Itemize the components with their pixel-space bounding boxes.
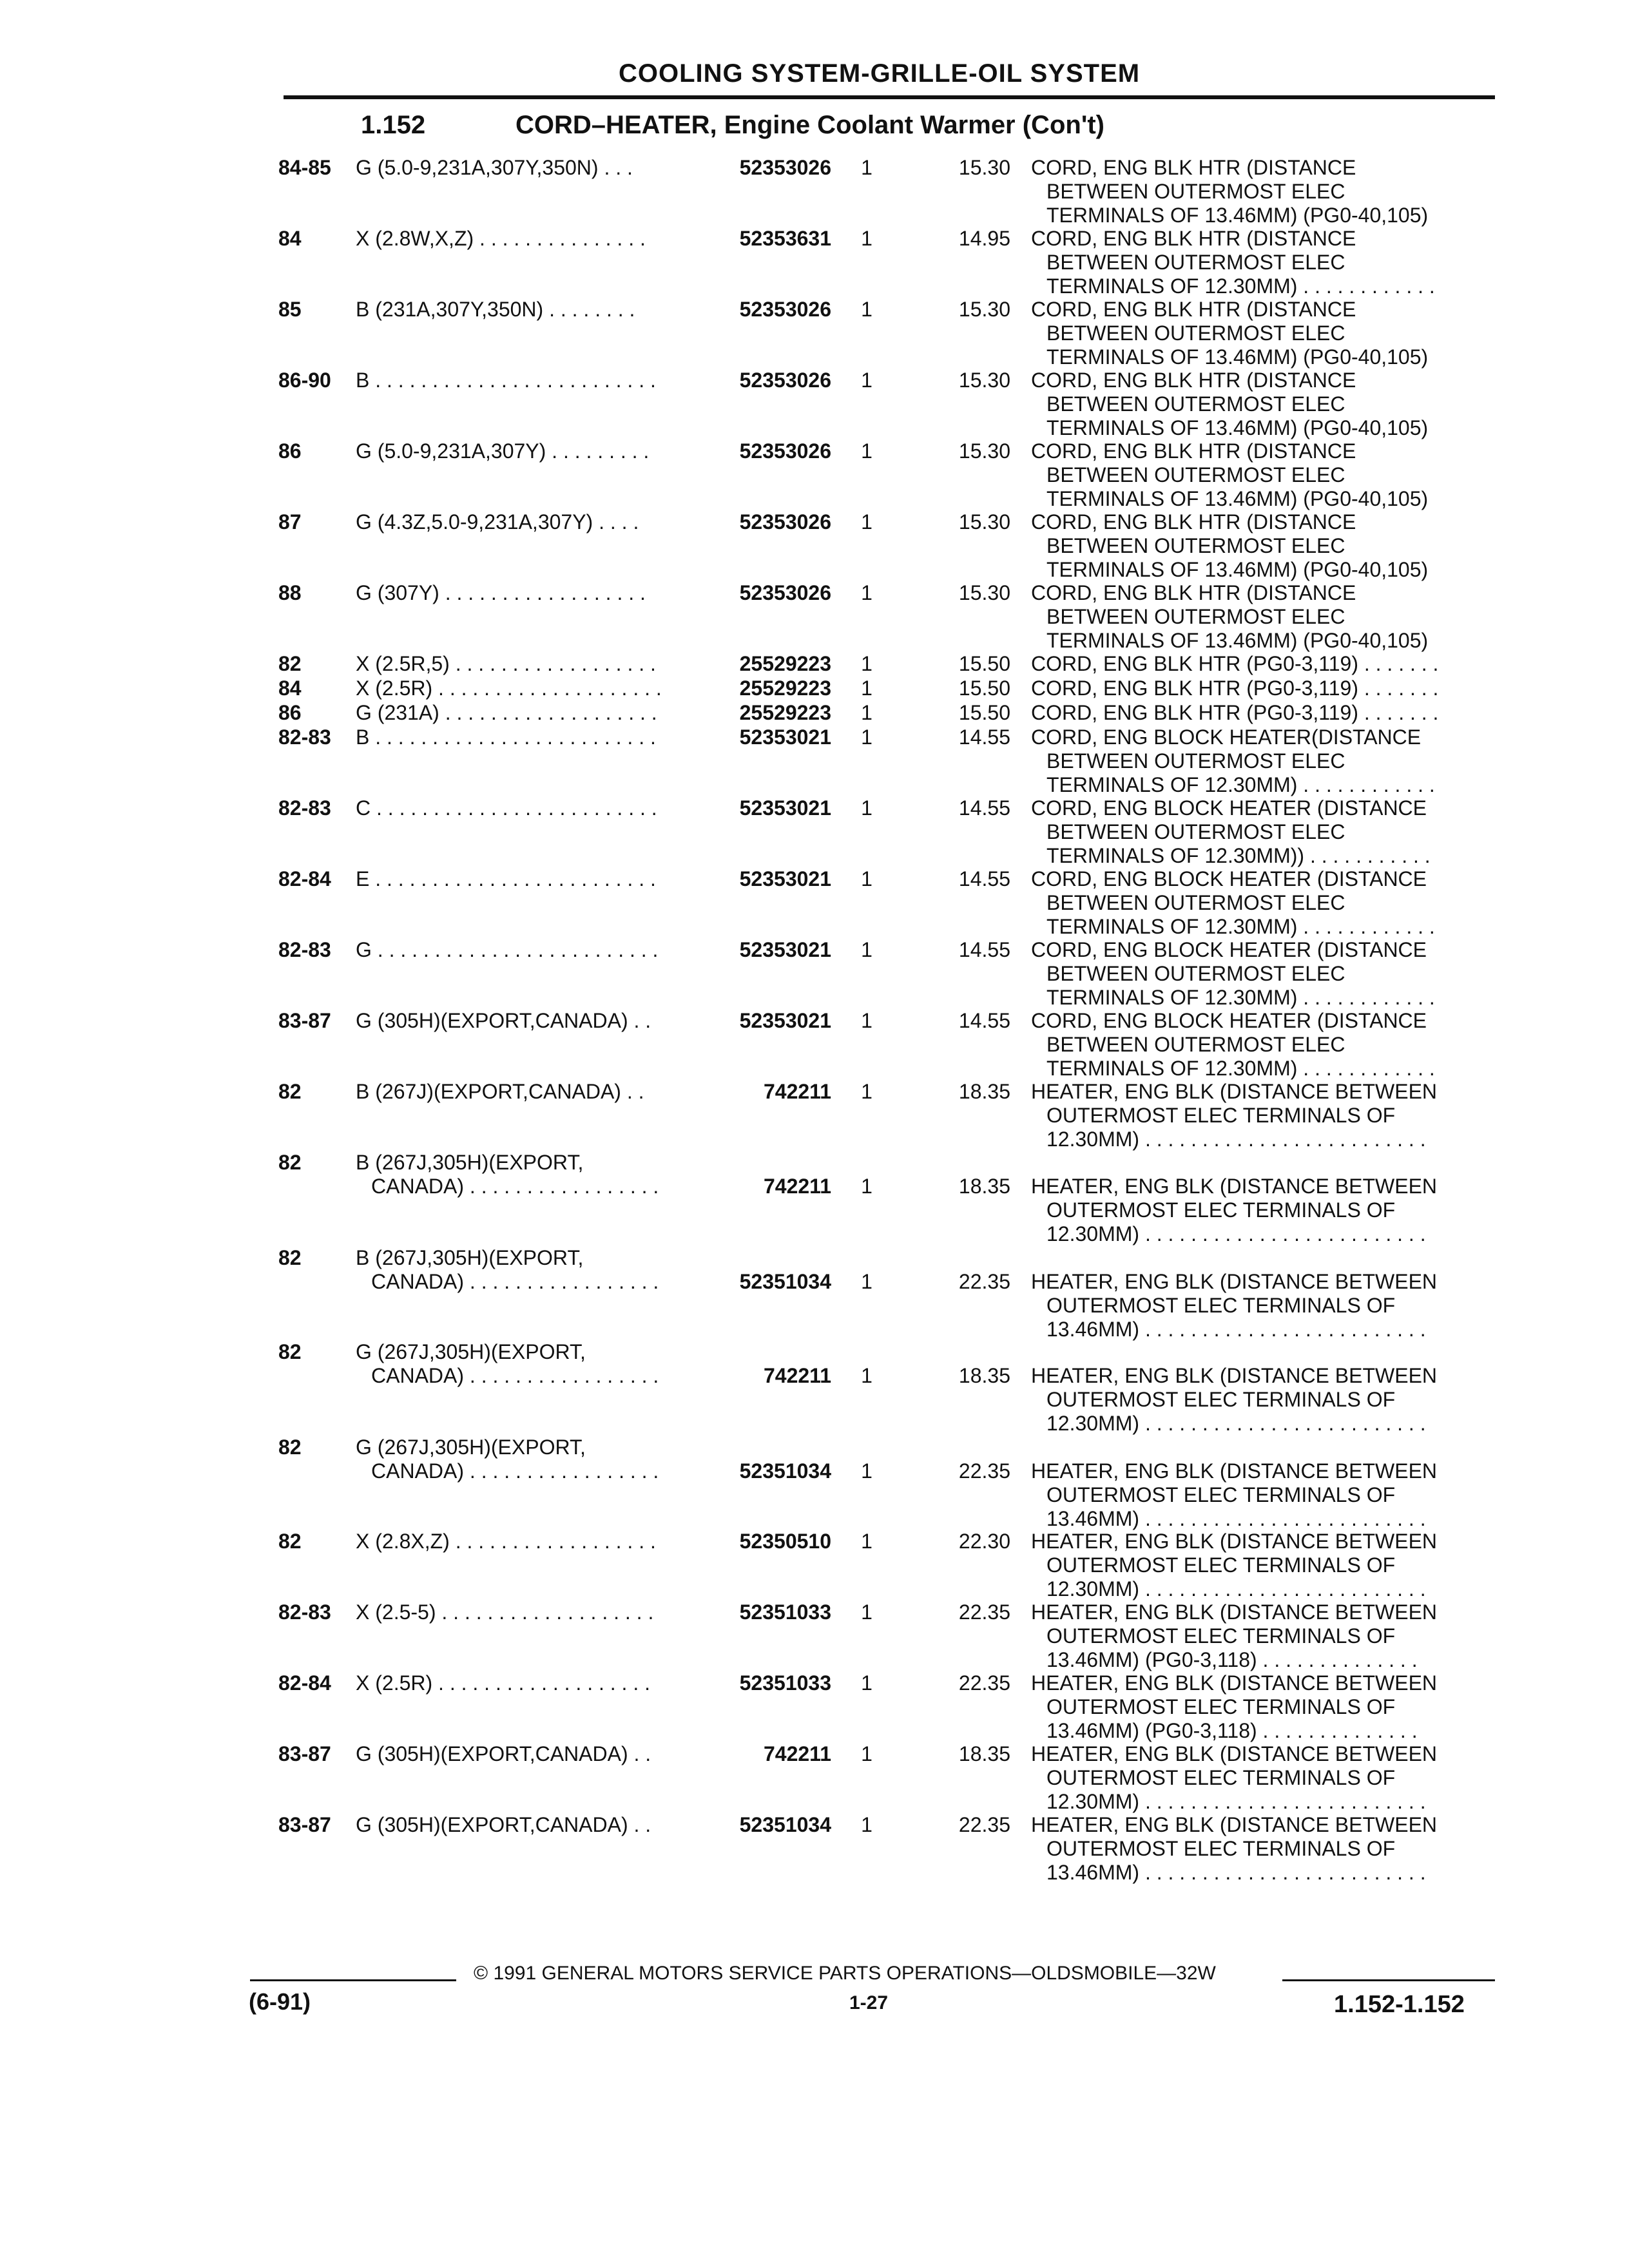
quantity: 1 bbox=[861, 677, 872, 700]
model-application bbox=[356, 1671, 704, 1695]
model-application bbox=[356, 677, 704, 700]
part-number: 52353631 bbox=[739, 227, 831, 250]
model-line: G (305H)(EXPORT,CANADA) . . bbox=[356, 1009, 651, 1032]
description-line: BETWEEN OUTERMOST ELEC bbox=[1046, 251, 1345, 274]
price: 18.35 bbox=[958, 1742, 1010, 1765]
description-line: CORD, ENG BLOCK HEATER (DISTANCE bbox=[1031, 1009, 1427, 1032]
model-line: B . . . . . . . . . . . . . . . . . . . . . . . . . bbox=[356, 726, 656, 749]
model-line: B (231A,307Y,350N) . . . . . . . . bbox=[356, 298, 635, 321]
model-application bbox=[356, 867, 704, 891]
description-line: HEATER, ENG BLK (DISTANCE BETWEEN bbox=[1031, 1742, 1438, 1765]
part-number: 52351034 bbox=[739, 1270, 831, 1293]
description-line: BETWEEN OUTERMOST ELEC bbox=[1046, 322, 1345, 345]
description-line: TERMINALS OF 12.30MM) . . . . . . . . . . . . bbox=[1046, 274, 1435, 298]
model-application bbox=[356, 369, 704, 392]
description-line: TERMINALS OF 13.46MM) (PG0-40,105) bbox=[1046, 629, 1429, 652]
model-year: 82-83 bbox=[278, 726, 331, 749]
description-line: BETWEEN OUTERMOST ELEC bbox=[1046, 891, 1345, 914]
description-line: BETWEEN OUTERMOST ELEC bbox=[1046, 534, 1345, 557]
model-year: 82 bbox=[278, 652, 302, 675]
model-application bbox=[356, 938, 704, 962]
model-application bbox=[356, 1246, 704, 1294]
model-line: B (267J,305H)(EXPORT, bbox=[356, 1151, 584, 1174]
description-line: 12.30MM) . . . . . . . . . . . . . . . . . . . . . . . . . bbox=[1046, 1222, 1426, 1245]
description-line: BETWEEN OUTERMOST ELEC bbox=[1046, 820, 1345, 843]
model-year: 83-87 bbox=[278, 1742, 331, 1765]
part-number: 52351034 bbox=[739, 1459, 831, 1483]
part-number: 52351033 bbox=[739, 1600, 831, 1624]
model-year: 84-85 bbox=[278, 156, 331, 179]
price: 22.35 bbox=[958, 1600, 1010, 1624]
part-number: 52353021 bbox=[739, 938, 831, 961]
quantity: 1 bbox=[861, 510, 872, 533]
price: 22.35 bbox=[958, 1459, 1010, 1483]
quantity: 1 bbox=[861, 701, 872, 724]
model-line: X (2.8X,Z) . . . . . . . . . . . . . . . . . . bbox=[356, 1530, 656, 1553]
part-description bbox=[1031, 1813, 1495, 1885]
quantity: 1 bbox=[861, 1742, 872, 1765]
description-line: 13.46MM) . . . . . . . . . . . . . . . . . . . . . . . . . bbox=[1046, 1861, 1426, 1884]
model-year: 86-90 bbox=[278, 369, 331, 392]
description-line: CORD, ENG BLK HTR (DISTANCE bbox=[1031, 439, 1356, 463]
description-line: HEATER, ENG BLK (DISTANCE BETWEEN bbox=[1031, 1600, 1438, 1624]
price: 18.35 bbox=[958, 1364, 1010, 1387]
description-line: BETWEEN OUTERMOST ELEC bbox=[1046, 605, 1345, 628]
price: 14.55 bbox=[958, 1009, 1010, 1032]
description-line: HEATER, ENG BLK (DISTANCE BETWEEN bbox=[1031, 1671, 1438, 1695]
model-year: 87 bbox=[278, 510, 302, 533]
part-description bbox=[1031, 369, 1495, 440]
model-application bbox=[356, 298, 704, 322]
model-year: 86 bbox=[278, 701, 302, 724]
model-line: B (267J,305H)(EXPORT, bbox=[356, 1246, 584, 1269]
part-description bbox=[1031, 1600, 1495, 1672]
price: 15.30 bbox=[958, 581, 1010, 604]
part-description bbox=[1031, 1671, 1495, 1743]
description-line: HEATER, ENG BLK (DISTANCE BETWEEN bbox=[1031, 1459, 1438, 1483]
model-line: B (267J)(EXPORT,CANADA) . . bbox=[356, 1080, 644, 1103]
part-number: 52353021 bbox=[739, 1009, 831, 1032]
description-line: CORD, ENG BLOCK HEATER(DISTANCE bbox=[1031, 726, 1422, 749]
footer-copyright: © 1991 GENERAL MOTORS SERVICE PARTS OPERATIONS—OLDSMOBILE—32W bbox=[474, 1963, 1216, 1984]
quantity: 1 bbox=[861, 1530, 872, 1553]
footer-date-code: (6-91) bbox=[249, 1988, 311, 2015]
price: 14.55 bbox=[958, 867, 1010, 890]
model-line: X (2.8W,X,Z) . . . . . . . . . . . . . . . bbox=[356, 227, 646, 250]
description-line: OUTERMOST ELEC TERMINALS OF bbox=[1046, 1624, 1396, 1648]
model-line: CANADA) . . . . . . . . . . . . . . . . . bbox=[371, 1175, 659, 1198]
description-line: 12.30MM) . . . . . . . . . . . . . . . . . . . . . . . . . bbox=[1046, 1790, 1426, 1813]
model-year: 84 bbox=[278, 677, 302, 700]
model-line: G . . . . . . . . . . . . . . . . . . . . . . . . . bbox=[356, 938, 659, 961]
model-line: G (305H)(EXPORT,CANADA) . . bbox=[356, 1813, 651, 1836]
model-line: G (267J,305H)(EXPORT, bbox=[356, 1340, 586, 1363]
price: 15.30 bbox=[958, 156, 1010, 179]
footer-rule-left bbox=[250, 1979, 456, 1981]
description-line: CORD, ENG BLOCK HEATER (DISTANCE bbox=[1031, 796, 1427, 820]
part-number: 52353026 bbox=[739, 369, 831, 392]
footer-page-number: 1-27 bbox=[849, 1992, 889, 2013]
description-line: TERMINALS OF 13.46MM) (PG0-40,105) bbox=[1046, 487, 1429, 510]
section-number: 1.152 bbox=[361, 111, 426, 139]
part-number: 52353021 bbox=[739, 726, 831, 749]
description-line: OUTERMOST ELEC TERMINALS OF bbox=[1046, 1198, 1396, 1222]
price: 15.30 bbox=[958, 439, 1010, 463]
part-number: 52351033 bbox=[739, 1671, 831, 1695]
part-description bbox=[1031, 701, 1495, 725]
part-description bbox=[1031, 1459, 1495, 1531]
model-application bbox=[356, 227, 704, 251]
model-line: G (4.3Z,5.0-9,231A,307Y) . . . . bbox=[356, 510, 639, 533]
description-line: BETWEEN OUTERMOST ELEC bbox=[1046, 463, 1345, 486]
description-line: 12.30MM) . . . . . . . . . . . . . . . . . . . . . . . . . bbox=[1046, 1128, 1426, 1151]
quantity: 1 bbox=[861, 1080, 872, 1103]
price: 14.55 bbox=[958, 796, 1010, 820]
quantity: 1 bbox=[861, 369, 872, 392]
part-number: 25529223 bbox=[739, 701, 831, 724]
quantity: 1 bbox=[861, 1600, 872, 1624]
part-number: 52353021 bbox=[739, 796, 831, 820]
model-application bbox=[356, 796, 704, 820]
model-year: 84 bbox=[278, 227, 302, 250]
description-line: CORD, ENG BLK HTR (DISTANCE bbox=[1031, 581, 1356, 604]
model-year: 83-87 bbox=[278, 1813, 331, 1836]
model-application bbox=[356, 1340, 704, 1388]
part-number: 52351034 bbox=[739, 1813, 831, 1836]
part-description bbox=[1031, 1742, 1495, 1814]
model-line: X (2.5R,5) . . . . . . . . . . . . . . . . . . bbox=[356, 652, 656, 675]
model-year: 85 bbox=[278, 298, 302, 321]
description-line: TERMINALS OF 13.46MM) (PG0-40,105) bbox=[1046, 204, 1429, 227]
part-description bbox=[1031, 581, 1495, 653]
model-line: G (5.0-9,231A,307Y,350N) . . . bbox=[356, 156, 633, 179]
model-line: G (5.0-9,231A,307Y) . . . . . . . . . bbox=[356, 439, 650, 463]
model-application bbox=[356, 652, 704, 676]
model-year: 82-83 bbox=[278, 796, 331, 820]
description-line: TERMINALS OF 13.46MM) (PG0-40,105) bbox=[1046, 345, 1429, 369]
model-line: X (2.5R) . . . . . . . . . . . . . . . . . . . . bbox=[356, 677, 662, 700]
part-description bbox=[1031, 677, 1495, 700]
model-application bbox=[356, 581, 704, 605]
header-rule bbox=[284, 95, 1495, 99]
part-description bbox=[1031, 156, 1495, 227]
description-line: 13.46MM) (PG0-3,118) . . . . . . . . . . . . . . bbox=[1046, 1719, 1418, 1742]
part-number: 52353026 bbox=[739, 298, 831, 321]
part-description bbox=[1031, 938, 1495, 1010]
part-description bbox=[1031, 227, 1495, 298]
part-number: 742211 bbox=[763, 1742, 831, 1765]
model-year: 82 bbox=[278, 1151, 302, 1174]
description-line: TERMINALS OF 12.30MM) . . . . . . . . . . . . bbox=[1046, 915, 1435, 938]
part-description bbox=[1031, 726, 1495, 797]
model-line: E . . . . . . . . . . . . . . . . . . . . . . . . . bbox=[356, 867, 656, 890]
model-year: 86 bbox=[278, 439, 302, 463]
description-line: CORD, ENG BLOCK HEATER (DISTANCE bbox=[1031, 867, 1427, 890]
description-line: OUTERMOST ELEC TERMINALS OF bbox=[1046, 1294, 1396, 1317]
quantity: 1 bbox=[861, 867, 872, 890]
quantity: 1 bbox=[861, 298, 872, 321]
quantity: 1 bbox=[861, 1813, 872, 1836]
description-line: CORD, ENG BLK HTR (DISTANCE bbox=[1031, 227, 1356, 250]
description-line: CORD, ENG BLK HTR (DISTANCE bbox=[1031, 510, 1356, 533]
description-line: 12.30MM) . . . . . . . . . . . . . . . . . . . . . . . . . bbox=[1046, 1412, 1426, 1435]
quantity: 1 bbox=[861, 1671, 872, 1695]
part-description bbox=[1031, 1080, 1495, 1151]
model-line: X (2.5-5) . . . . . . . . . . . . . . . . . . . bbox=[356, 1600, 654, 1624]
model-application bbox=[356, 510, 704, 534]
description-line: 13.46MM) . . . . . . . . . . . . . . . . . . . . . . . . . bbox=[1046, 1507, 1426, 1530]
quantity: 1 bbox=[861, 938, 872, 961]
price: 15.30 bbox=[958, 298, 1010, 321]
part-description bbox=[1031, 439, 1495, 511]
description-line: BETWEEN OUTERMOST ELEC bbox=[1046, 180, 1345, 203]
part-number: 742211 bbox=[763, 1364, 831, 1387]
model-year: 82 bbox=[278, 1080, 302, 1103]
description-line: HEATER, ENG BLK (DISTANCE BETWEEN bbox=[1031, 1175, 1438, 1198]
price: 22.35 bbox=[958, 1813, 1010, 1836]
part-description bbox=[1031, 510, 1495, 582]
price: 14.55 bbox=[958, 938, 1010, 961]
description-line: HEATER, ENG BLK (DISTANCE BETWEEN bbox=[1031, 1364, 1438, 1387]
description-line: OUTERMOST ELEC TERMINALS OF bbox=[1046, 1388, 1396, 1411]
description-line: OUTERMOST ELEC TERMINALS OF bbox=[1046, 1483, 1396, 1506]
quantity: 1 bbox=[861, 652, 872, 675]
section-title: CORD–HEATER, Engine Coolant Warmer (Con't) bbox=[516, 111, 1104, 139]
part-description bbox=[1031, 1270, 1495, 1341]
part-number: 52350510 bbox=[739, 1530, 831, 1553]
model-line: G (305H)(EXPORT,CANADA) . . bbox=[356, 1742, 651, 1765]
model-year: 88 bbox=[278, 581, 302, 604]
model-line: CANADA) . . . . . . . . . . . . . . . . . bbox=[371, 1270, 659, 1293]
price: 15.50 bbox=[958, 701, 1010, 724]
part-description bbox=[1031, 652, 1495, 676]
model-line: C . . . . . . . . . . . . . . . . . . . . . . . . . bbox=[356, 796, 657, 820]
quantity: 1 bbox=[861, 439, 872, 463]
price: 15.50 bbox=[958, 652, 1010, 675]
model-year: 82 bbox=[278, 1246, 302, 1269]
price: 22.35 bbox=[958, 1671, 1010, 1695]
description-line: TERMINALS OF 13.46MM) (PG0-40,105) bbox=[1046, 416, 1429, 439]
quantity: 1 bbox=[861, 1009, 872, 1032]
description-line: BETWEEN OUTERMOST ELEC bbox=[1046, 749, 1345, 773]
description-line: TERMINALS OF 12.30MM) . . . . . . . . . . . . bbox=[1046, 1057, 1435, 1080]
quantity: 1 bbox=[861, 1459, 872, 1483]
price: 18.35 bbox=[958, 1175, 1010, 1198]
footer-section-range: 1.152-1.152 bbox=[1334, 1991, 1465, 2018]
model-application bbox=[356, 156, 704, 180]
model-year: 83-87 bbox=[278, 1009, 331, 1032]
model-year: 82-83 bbox=[278, 938, 331, 961]
quantity: 1 bbox=[861, 1175, 872, 1198]
quantity: 1 bbox=[861, 581, 872, 604]
description-line: TERMINALS OF 12.30MM)) . . . . . . . . . . . bbox=[1046, 844, 1431, 867]
price: 22.35 bbox=[958, 1270, 1010, 1293]
price: 15.30 bbox=[958, 510, 1010, 533]
quantity: 1 bbox=[861, 796, 872, 820]
description-line: BETWEEN OUTERMOST ELEC bbox=[1046, 1033, 1345, 1056]
model-application bbox=[356, 1436, 704, 1483]
description-line: OUTERMOST ELEC TERMINALS OF bbox=[1046, 1837, 1396, 1860]
part-description bbox=[1031, 1175, 1495, 1246]
description-line: 13.46MM) . . . . . . . . . . . . . . . . . . . . . . . . . bbox=[1046, 1318, 1426, 1341]
quantity: 1 bbox=[861, 156, 872, 179]
model-year: 82 bbox=[278, 1530, 302, 1553]
model-application bbox=[356, 439, 704, 463]
price: 18.35 bbox=[958, 1080, 1010, 1103]
description-line: TERMINALS OF 12.30MM) . . . . . . . . . . . . bbox=[1046, 773, 1435, 796]
description-line: CORD, ENG BLK HTR (PG0-3,119) . . . . . . . bbox=[1031, 677, 1439, 700]
description-line: CORD, ENG BLK HTR (PG0-3,119) . . . . . . . bbox=[1031, 701, 1439, 724]
description-line: BETWEEN OUTERMOST ELEC bbox=[1046, 392, 1345, 416]
part-number: 25529223 bbox=[739, 677, 831, 700]
price: 22.30 bbox=[958, 1530, 1010, 1553]
description-line: OUTERMOST ELEC TERMINALS OF bbox=[1046, 1766, 1396, 1789]
description-line: HEATER, ENG BLK (DISTANCE BETWEEN bbox=[1031, 1080, 1438, 1103]
quantity: 1 bbox=[861, 726, 872, 749]
part-number: 742211 bbox=[763, 1175, 831, 1198]
description-line: OUTERMOST ELEC TERMINALS OF bbox=[1046, 1695, 1396, 1718]
model-year: 82-84 bbox=[278, 1671, 331, 1695]
description-line: CORD, ENG BLK HTR (DISTANCE bbox=[1031, 298, 1356, 321]
description-line: CORD, ENG BLOCK HEATER (DISTANCE bbox=[1031, 938, 1427, 961]
model-year: 82-84 bbox=[278, 867, 331, 890]
quantity: 1 bbox=[861, 1364, 872, 1387]
quantity: 1 bbox=[861, 227, 872, 250]
model-application bbox=[356, 1600, 704, 1624]
price: 15.30 bbox=[958, 369, 1010, 392]
part-number: 52353026 bbox=[739, 439, 831, 463]
part-number: 52353026 bbox=[739, 581, 831, 604]
description-line: HEATER, ENG BLK (DISTANCE BETWEEN bbox=[1031, 1270, 1438, 1293]
part-description bbox=[1031, 1009, 1495, 1081]
part-number: 52353021 bbox=[739, 867, 831, 890]
part-description bbox=[1031, 796, 1495, 868]
model-year: 82-83 bbox=[278, 1600, 331, 1624]
model-application bbox=[356, 1742, 704, 1766]
description-line: 12.30MM) . . . . . . . . . . . . . . . . . . . . . . . . . bbox=[1046, 1577, 1426, 1600]
price: 15.50 bbox=[958, 677, 1010, 700]
model-year: 82 bbox=[278, 1436, 302, 1459]
description-line: BETWEEN OUTERMOST ELEC bbox=[1046, 962, 1345, 985]
part-number: 52353026 bbox=[739, 156, 831, 179]
model-application bbox=[356, 1009, 704, 1033]
part-number: 25529223 bbox=[739, 652, 831, 675]
description-line: TERMINALS OF 13.46MM) (PG0-40,105) bbox=[1046, 558, 1429, 581]
model-application bbox=[356, 701, 704, 725]
description-line: HEATER, ENG BLK (DISTANCE BETWEEN bbox=[1031, 1813, 1438, 1836]
model-year: 82 bbox=[278, 1340, 302, 1363]
model-line: CANADA) . . . . . . . . . . . . . . . . . bbox=[371, 1459, 659, 1483]
model-line: X (2.5R) . . . . . . . . . . . . . . . . . . . bbox=[356, 1671, 650, 1695]
part-number: 742211 bbox=[763, 1080, 831, 1103]
model-application bbox=[356, 1151, 704, 1198]
model-line: CANADA) . . . . . . . . . . . . . . . . . bbox=[371, 1364, 659, 1387]
quantity: 1 bbox=[861, 1270, 872, 1293]
description-line: HEATER, ENG BLK (DISTANCE BETWEEN bbox=[1031, 1530, 1438, 1553]
price: 14.55 bbox=[958, 726, 1010, 749]
description-line: CORD, ENG BLK HTR (PG0-3,119) . . . . . . . bbox=[1031, 652, 1439, 675]
price: 14.95 bbox=[958, 227, 1010, 250]
model-line: G (231A) . . . . . . . . . . . . . . . . . . . bbox=[356, 701, 657, 724]
description-line: OUTERMOST ELEC TERMINALS OF bbox=[1046, 1553, 1396, 1577]
part-number: 52353026 bbox=[739, 510, 831, 533]
description-line: CORD, ENG BLK HTR (DISTANCE bbox=[1031, 156, 1356, 179]
model-application bbox=[356, 1530, 704, 1553]
model-line: B . . . . . . . . . . . . . . . . . . . . . . . . . bbox=[356, 369, 656, 392]
description-line: OUTERMOST ELEC TERMINALS OF bbox=[1046, 1104, 1396, 1127]
description-line: 13.46MM) (PG0-3,118) . . . . . . . . . . . . . . bbox=[1046, 1648, 1418, 1671]
description-line: CORD, ENG BLK HTR (DISTANCE bbox=[1031, 369, 1356, 392]
footer-rule-right bbox=[1282, 1979, 1495, 1981]
model-application bbox=[356, 726, 704, 749]
description-line: TERMINALS OF 12.30MM) . . . . . . . . . . . . bbox=[1046, 986, 1435, 1009]
page-header-title: COOLING SYSTEM-GRILLE-OIL SYSTEM bbox=[619, 59, 1141, 88]
part-description bbox=[1031, 1530, 1495, 1601]
model-application bbox=[356, 1813, 704, 1837]
model-application bbox=[356, 1080, 704, 1104]
part-description bbox=[1031, 298, 1495, 369]
model-line: G (307Y) . . . . . . . . . . . . . . . . . . bbox=[356, 581, 646, 604]
model-line: G (267J,305H)(EXPORT, bbox=[356, 1436, 586, 1459]
part-description bbox=[1031, 1364, 1495, 1436]
part-description bbox=[1031, 867, 1495, 939]
